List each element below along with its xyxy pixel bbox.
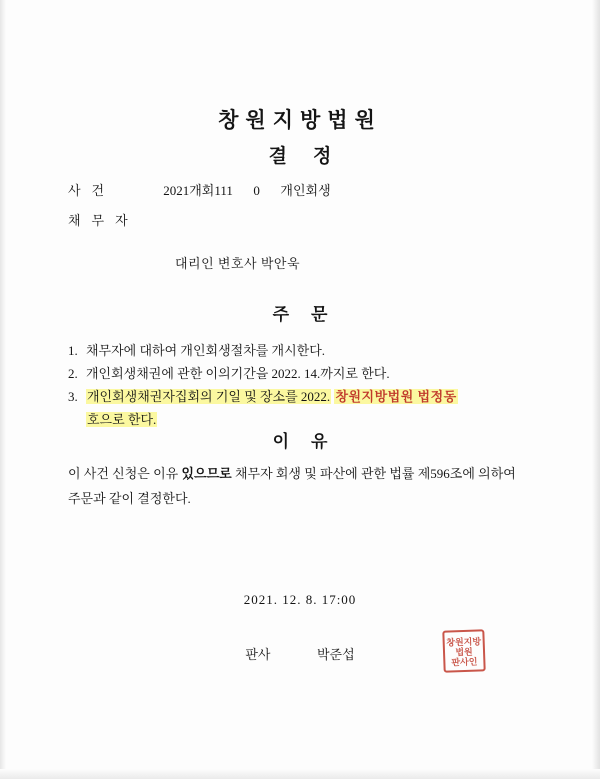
order-item-number: 2. (68, 366, 78, 381)
main-order-heading: 주문 (272, 305, 350, 324)
reason-text-bold: 있으므로 (181, 466, 232, 481)
case-sub-number: 0 (253, 183, 260, 198)
case-label: 사건 (68, 183, 116, 198)
order-item (68, 340, 538, 361)
debtor-label: 채무자 (68, 213, 139, 228)
reason-body (68, 461, 538, 511)
legal-agent-line: 대리인 변호사 박안욱 (175, 256, 301, 271)
debtor-field-row (68, 210, 163, 229)
order-list (68, 340, 538, 430)
seal-line-2: 법원 (455, 646, 473, 658)
decision-date: 2021. 12. 8. 17:00 (243, 592, 357, 607)
reason-heading: 이유 (272, 432, 350, 451)
judge-name: 박준섭 (316, 647, 355, 662)
reason-text-part-2: 채무자 회생 및 파산에 관한 법률 제596조에 의하여 (231, 466, 516, 481)
court-stamp-text: 창원지방법원 법정동 (335, 389, 457, 404)
order-item-continuation: 호으로 한다. (87, 412, 157, 427)
case-field-row (68, 180, 331, 199)
seal-line-1: 창원지방 (446, 636, 482, 648)
order-item-number: 1. (68, 343, 78, 358)
judge-line (0, 644, 600, 663)
case-name: 개인회생 (280, 183, 331, 198)
order-item-text: 채무자에 대하여 개인회생절차를 개시한다. (86, 343, 326, 358)
order-item-text: 개인회생채권자집회의 기일 및 장소를 2022. (87, 389, 331, 404)
official-seal-icon (442, 629, 485, 672)
order-item (68, 386, 538, 407)
court-title: 창원지방법원 (218, 108, 382, 132)
order-item-text: 개인회생채권에 관한 이의기간을 2022. 14.까지로 한다. (86, 366, 390, 381)
judge-label: 판사 (245, 647, 271, 662)
order-item (68, 363, 538, 384)
scan-edge-bottom (0, 769, 600, 779)
case-number: 2021개회111 (163, 183, 233, 198)
reason-text-part-3: 주문과 같이 결정한다. (68, 491, 191, 506)
document-type-heading: 결정 (268, 146, 358, 167)
reason-text-part-1: 이 사건 신청은 이유 (68, 466, 179, 481)
order-item-number: 3. (68, 389, 78, 404)
seal-line-3: 판사인 (451, 656, 478, 668)
